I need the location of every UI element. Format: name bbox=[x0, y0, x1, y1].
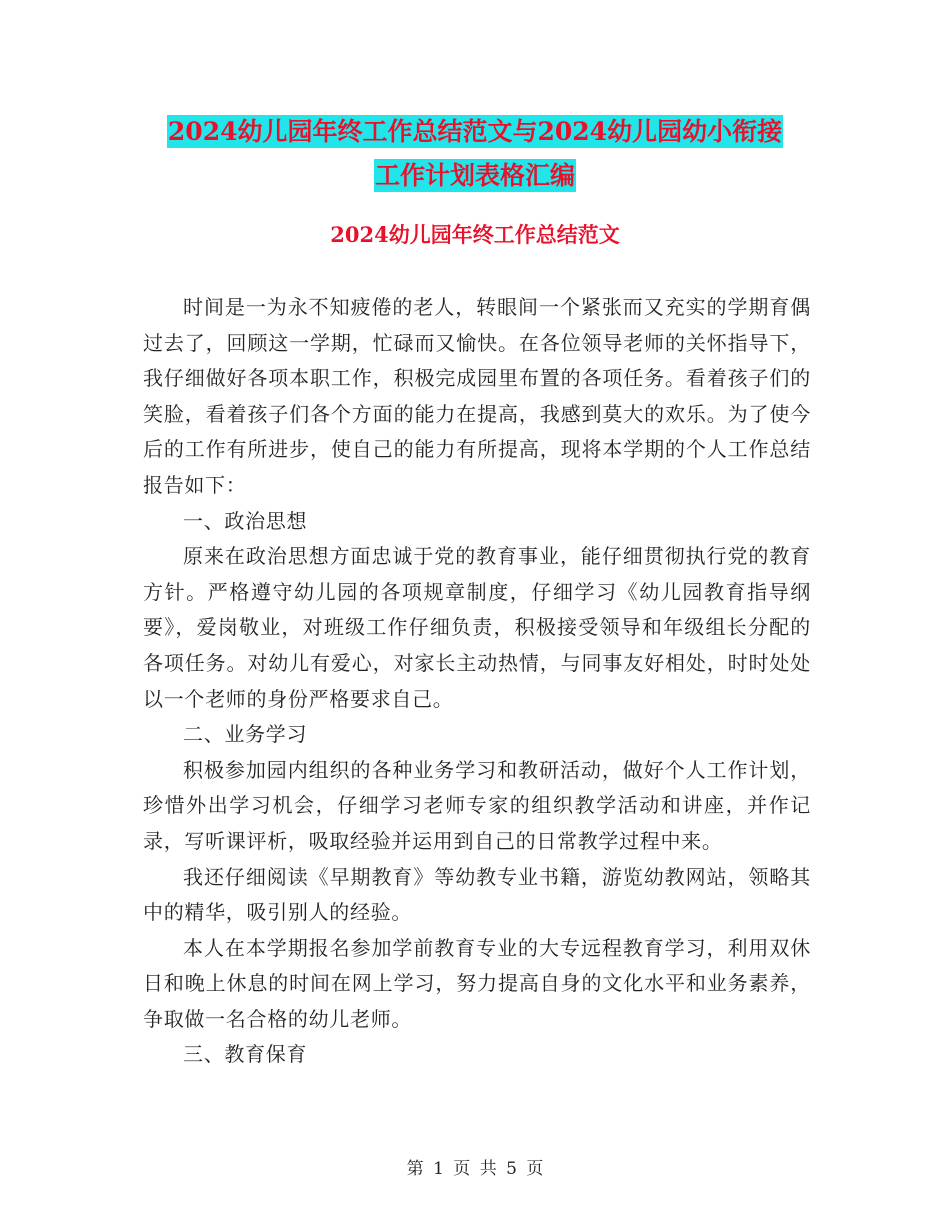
heading-study: 二、业务学习 bbox=[183, 722, 308, 747]
document-body bbox=[143, 290, 811, 1073]
section-title: 2024幼儿园年终工作总结范文 bbox=[330, 222, 620, 247]
document-title bbox=[0, 110, 950, 198]
paragraph-study-3: 本人在本学期报名参加学前教育专业的大专远程教育学习，利用双休日和晚上休息的时间在网上学习，努力提高自身的文化水平和业务素养，争取做一名合格的幼儿老师。 bbox=[143, 935, 811, 1031]
heading-education: 三、教育保育 bbox=[183, 1042, 308, 1067]
paragraph-study-2: 我还仔细阅读《早期教育》等幼教专业书籍，游览幼教网站，领略其中的精华，吸引别人的经验。 bbox=[143, 864, 811, 925]
paragraph-intro: 时间是一为永不知疲倦的老人，转眼间一个紧张而又充实的学期育偶过去了，回顾这一学期，忙碌而又愉快。在各位领导老师的关怀指导下，我仔细做好各项本职工作，积极完成园里布置的各项任务。看着孩子们的笑脸，看着孩子们各个方面的能力在提高，我感到莫大的欢乐。为了使今后的工作有所进步，使自己的能力有所提高，现将本学期的个人工作总结报告如下： bbox=[143, 295, 811, 497]
document-title-line-2: 工作计划表格汇编 bbox=[374, 161, 575, 190]
paragraph-politics: 原来在政治思想方面忠诚于党的教育事业，能仔细贯彻执行党的教育方针。严格遵守幼儿园的各项规章制度，仔细学习《幼儿园教育指导纲要》，爱岗敬业，对班级工作仔细负责，积极接受领导和年级组长分配的各项任务。对幼儿有爱心，对家长主动热情，与同事友好相处，时时处处以一个老师的身份严格要求自己。 bbox=[143, 544, 811, 711]
heading-politics: 一、政治思想 bbox=[183, 508, 308, 533]
paragraph-study-1: 积极参加园内组织的各种业务学习和教研活动，做好个人工作计划，珍惜外出学习机会，仔细学习老师专家的组织教学活动和讲座，并作记录，写听课评析，吸取经验并运用到自己的日常教学过程中来。 bbox=[143, 757, 811, 853]
page-footer: 第 1 页 共 5 页 bbox=[406, 1159, 544, 1179]
document-title-line-1: 2024幼儿园年终工作总结范文与2024幼儿园幼小衔接 bbox=[167, 117, 783, 146]
